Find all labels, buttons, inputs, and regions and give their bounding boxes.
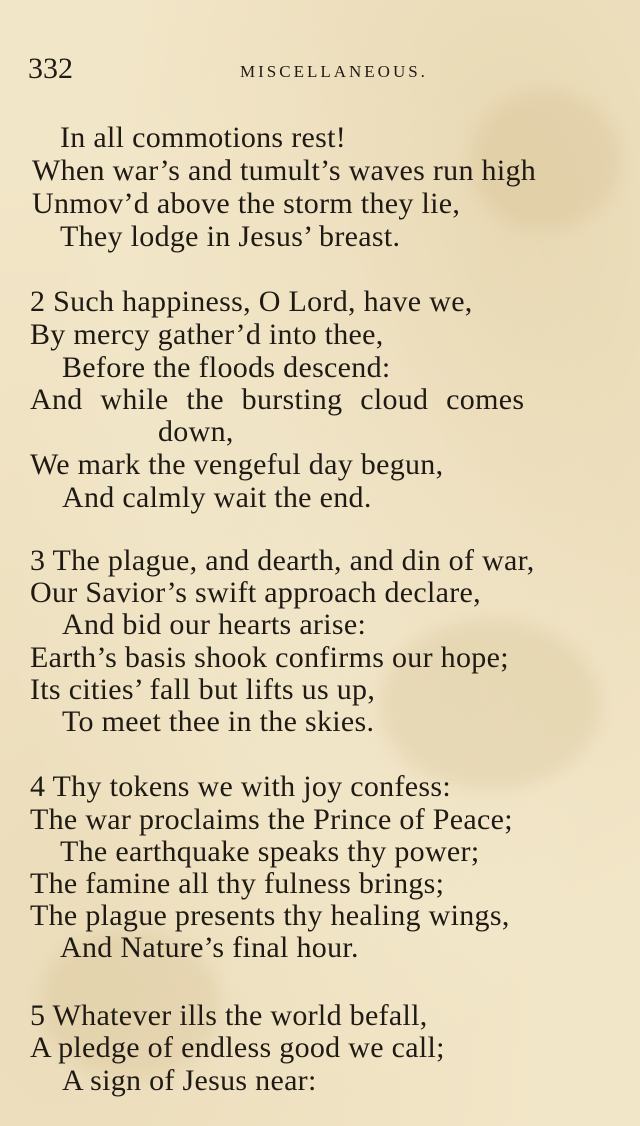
- page-header: [28, 52, 618, 92]
- verse-line: We mark the vengeful day begun,: [30, 448, 444, 481]
- verse-line: And while the bursting cloud comes: [30, 383, 525, 416]
- verse-line: Our Savior’s swift approach declare,: [30, 576, 481, 609]
- verse-line: And Nature’s final hour.: [60, 931, 359, 964]
- verse-line: down,: [158, 415, 234, 448]
- verse-line: The earthquake speaks thy power;: [60, 835, 480, 868]
- verse-line: And bid our hearts arise:: [62, 608, 367, 641]
- verse-line: They lodge in Jesus’ breast.: [60, 220, 401, 253]
- verse-line: The famine all thy fulness brings;: [30, 867, 445, 900]
- verse-line: A pledge of endless good we call;: [30, 1031, 445, 1064]
- verse-line: 4 Thy tokens we with joy confess:: [30, 770, 451, 803]
- verse-line: Earth’s basis shook confirms our hope;: [30, 641, 509, 674]
- verse-line: In all commotions rest!: [60, 121, 347, 154]
- verse-line: And calmly wait the end.: [62, 481, 372, 514]
- verse-line: Unmov’d above the storm they lie,: [32, 187, 461, 220]
- verse-line: The war proclaims the Prince of Peace;: [30, 803, 513, 836]
- verse-line: Before the floods descend:: [62, 351, 391, 384]
- verse-line: Its cities’ fall but lifts us up,: [30, 673, 376, 706]
- verse-line: To meet thee in the skies.: [62, 705, 375, 738]
- verse-line: A sign of Jesus near:: [62, 1064, 317, 1097]
- page-number: 332: [28, 52, 73, 85]
- verse-line: The plague presents thy healing wings,: [30, 899, 510, 932]
- running-head: MISCELLANEOUS.: [240, 62, 428, 81]
- verse-line: 3 The plague, and dearth, and din of war,: [30, 544, 535, 577]
- verse-line: 5 Whatever ills the world befall,: [30, 999, 428, 1032]
- verse-line: When war’s and tumult’s waves run high: [32, 154, 537, 187]
- verse-line: 2 Such happiness, O Lord, have we,: [30, 285, 473, 318]
- verse-line: By mercy gather’d into thee,: [30, 318, 384, 351]
